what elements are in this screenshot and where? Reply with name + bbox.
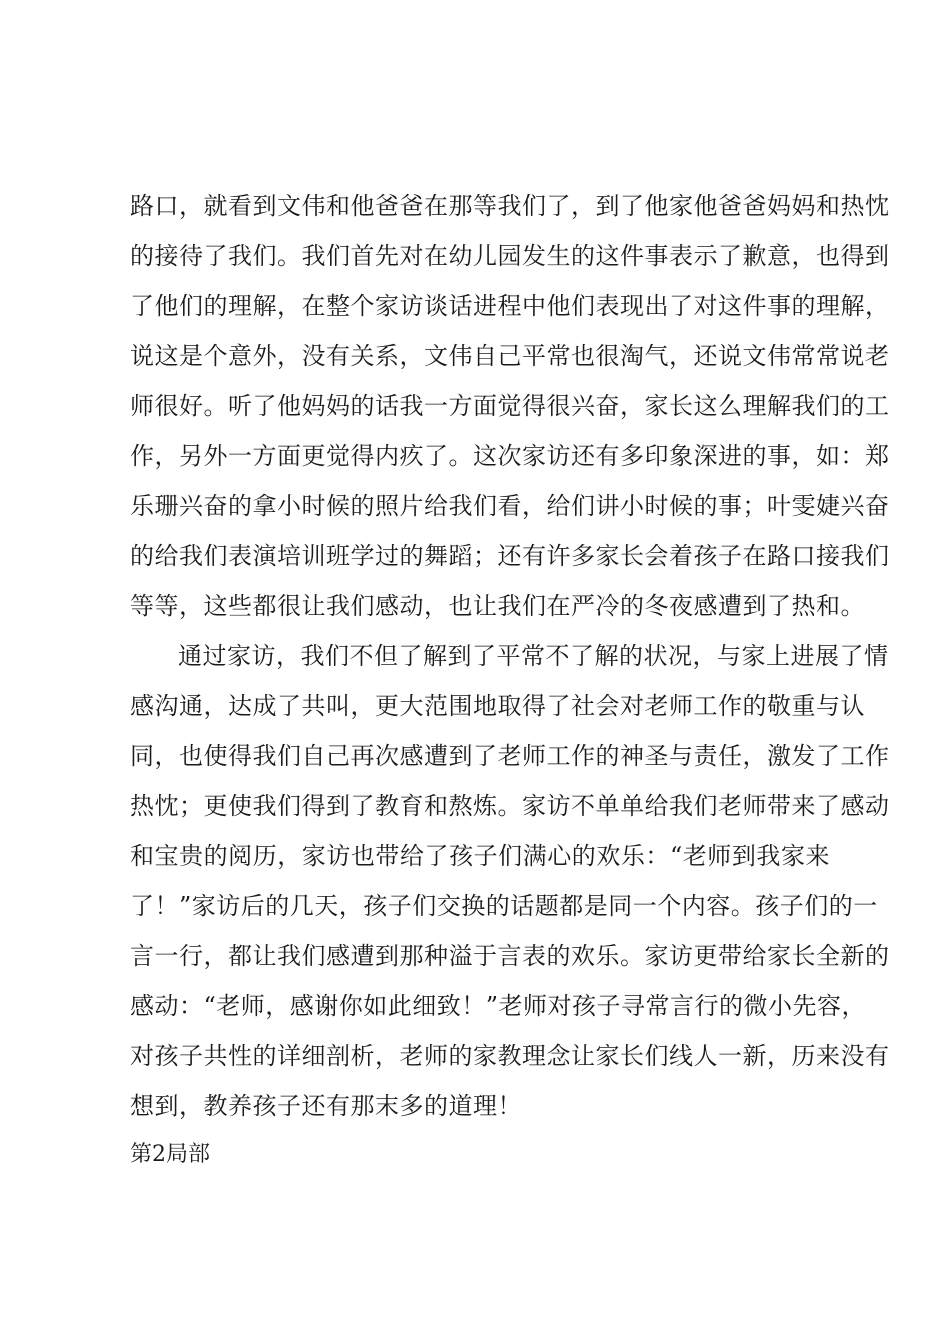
paragraph-1-line: 了他们的理解，在整个家访谈话进程中他们表现出了对这件事的理解， [130,292,890,320]
paragraph-1-line: 乐珊兴奋的拿小时候的照片给我们看，给们讲小时候的事；叶雯婕兴奋 [130,492,890,520]
paragraph-2-line: 了！”家访后的几天，孩子们交换的话题都是同一个内容。孩子们的一 [130,892,878,920]
paragraph-1-line: 师很好。听了他妈妈的话我一方面觉得很兴奋，家长这么理解我们的工 [130,392,890,420]
paragraph-2-line: 想到，教养孩子还有那末多的道理！ [130,1092,522,1120]
paragraph-1-line: 路口，就看到文伟和他爸爸在那等我们了，到了他家他爸爸妈妈和热忱 [130,192,890,220]
paragraph-1-line: 的给我们表演培训班学过的舞蹈；还有许多家长会着孩子在路口接我们 [130,542,890,570]
paragraph-2-line: 感沟通，达成了共叫，更大范围地取得了社会对老师工作的敬重与认 [130,692,865,720]
paragraph-1-line: 作，另外一方面更觉得内疚了。这次家访还有多印象深进的事，如：郑 [130,442,890,470]
paragraph-2-line: 感动：“老师，感谢你如此细致！”老师对孩子寻常言行的微小先容， [130,992,867,1020]
paragraph-1-line: 等等，这些都很让我们感动，也让我们在严冷的冬夜感遭到了热和。 [130,592,865,620]
paragraph-1-line: 说这是个意外，没有关系，文伟自己平常也很淘气，还说文伟常常说老 [130,342,890,370]
paragraph-2-line: 和宝贵的阅历，家访也带给了孩子们满心的欢乐：“老师到我家来 [130,842,830,870]
paragraph-2-line: 同，也使得我们自己再次感遭到了老师工作的神圣与责任，激发了工作 [130,742,890,770]
paragraph-2-line: 通过家访，我们不但了解到了平常不了解的状况，与家上进展了情 [178,642,889,670]
paragraph-1-line: 的接待了我们。我们首先对在幼儿园发生的这件事表示了歉意，也得到 [130,242,890,270]
paragraph-2-line: 对孩子共性的详细剖析，老师的家教理念让家长们线人一新，历来没有 [130,1042,890,1070]
section-label: 第2局部 [130,1142,210,1167]
paragraph-2-line: 热忱；更使我们得到了教育和熬炼。家访不单单给我们老师带来了感动 [130,792,890,820]
paragraph-2-line: 言一行，都让我们感遭到那种溢于言表的欢乐。家访更带给家长全新的 [130,942,890,970]
